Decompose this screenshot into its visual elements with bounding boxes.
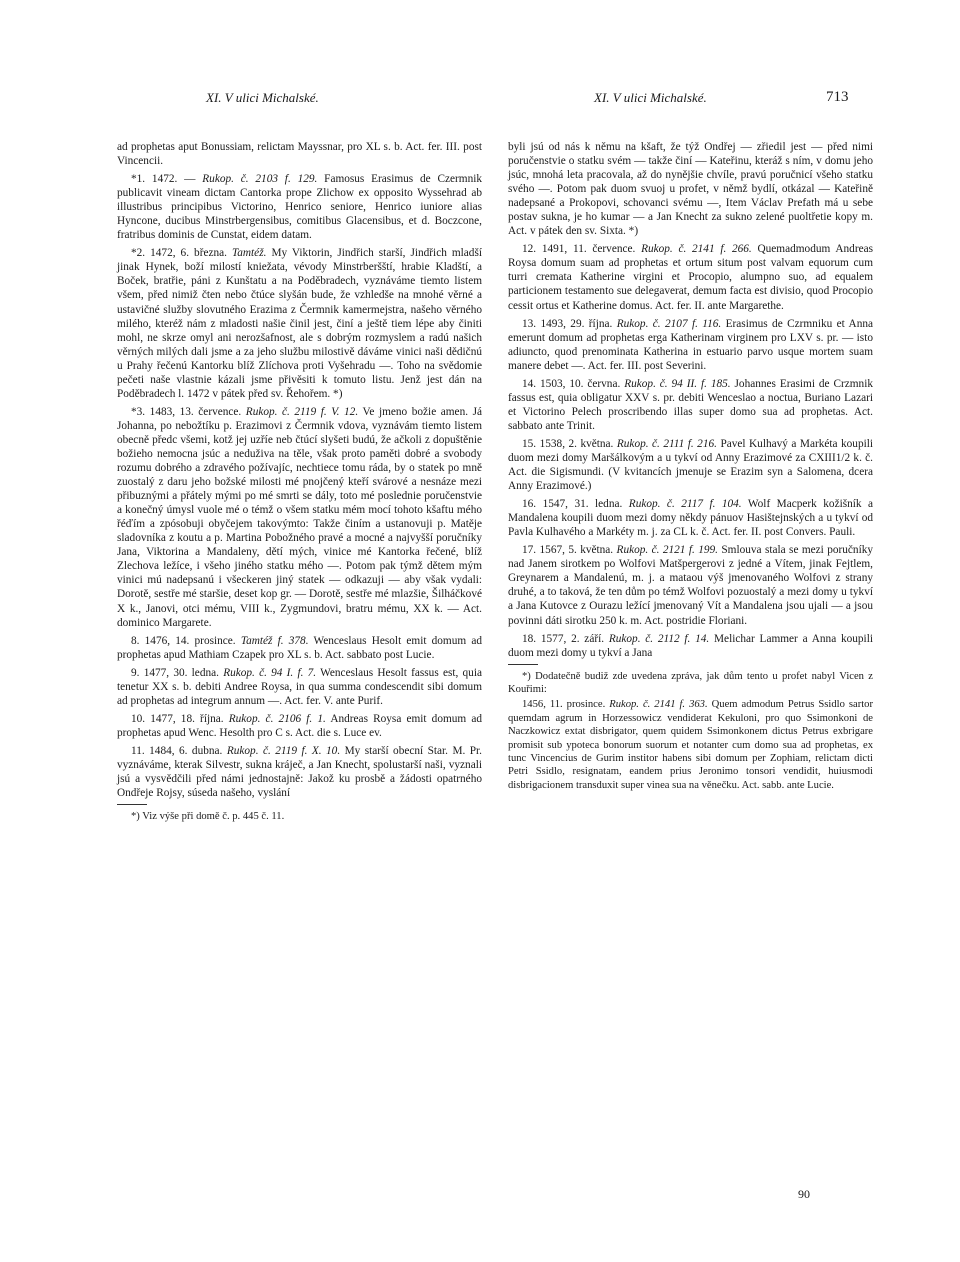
- left-footnote: *) Viz výše při domě č. p. 445 č. 11.: [131, 811, 285, 823]
- entry-text: Andreas Roysa emit domum ad prophetas apud Wenc. Hesolth pro C s. Act. die s. Luce ev.: [117, 712, 482, 739]
- entry-number: *2. 1472, 6. března.: [131, 247, 227, 260]
- entry-text: Johannes Erasimi de Crzmnik fassus est, quia obligatur XXV s. pr. debiti Wenceslao a noctua, Buriano Lazari et Victorino Pelech proscribendo illas super domo sua ad prophetas. Act. sabbato ante Trinit.: [508, 377, 873, 432]
- right-footnote-intro: *) Dodatečně budiž zde uvedena zpráva, jak dům tento u profet nabyl Vicen z Kouřimi:: [508, 670, 873, 696]
- entry-number: 14. 1503, 10. června.: [522, 377, 621, 390]
- entry-reference: Rukop. č. 2141 f. 363.: [609, 699, 708, 711]
- paragraph: [508, 377, 873, 433]
- entry-reference: Tamtéž.: [231, 247, 267, 260]
- entry-reference: Rukop. č. 94 I. f. 7.: [223, 666, 317, 679]
- entry-number: 15. 1538, 2. května.: [522, 437, 614, 450]
- entry-number: 16. 1547, 31. ledna.: [522, 498, 623, 511]
- entry-reference: Rukop. č. 2141 f. 266.: [641, 243, 752, 256]
- entry-number: 17. 1567, 5. května.: [522, 544, 614, 557]
- entry-reference: Tamtéž f. 378.: [240, 634, 309, 647]
- entry-number: 12. 1491, 11. července.: [522, 243, 636, 256]
- entry-text: Wenceslaus Hesolt emit domum ad prophetas apud Mathiam Czapek pro XL s. b. Act. sabbato post Lucie.: [117, 634, 482, 661]
- entry-number: 9. 1477, 30. ledna.: [131, 666, 219, 679]
- paragraph: [508, 140, 873, 238]
- entry-reference: Rukop. č. 94 II. f. 185.: [624, 377, 731, 390]
- entry-text: Pavel Kulhavý a Markéta koupili duom mezi domy Maršálkovým a u tykví od Anny Erazimové za CXIII1/2 k. č. Act. die Sigismundi. (V kvitancích jmenuje se Erazim syn a Salomena, dcera Anny Erazimové.): [508, 437, 874, 493]
- entry-text: Quem admodum Petrus Ssidlo sartor quemdam agrum in Horzessowicz vendiderat Kekuloni, pro quo Ssimonkoni de Naczkowicz extat disbrigator, quem quidem Ssimonkonem dictus Petrus exbrigare promisit sub ypoteca bonorum suorum et notanter cum domo sua ad prophetas, ex tunc Vincencius de Gurim institor habens sibi domum per Zophiam, relictam dicti Petri Ssidlo, resignatam, eandem prius Jeronimo tonsori vendidit, huiusmodi disbrigacionem transduxit super vinea sua na věnečku. Act. sabb. ante Lucie.: [508, 699, 873, 791]
- entry-number: *3. 1483, 13. července.: [131, 405, 242, 418]
- paragraph: [117, 666, 482, 708]
- entry-text: byli jsú od nás k němu na kšaft, že týž Ondřej — zřiedil jest — před nimi poručenstvie o statku svém — takže činí — Kateřinu, kteráž s ním, v domu jeho jsúc, mnohá leta pracovala, až do nynějšie chvíle, pravú poručnicí všeho statku svého —. Potom pak duom svuoj u profet, v němž bydlí, otkázal — Kateřině nadepsané a Prokopovi, schovanci svému —, Item Václav Prefath má u sebe postav sukna, je ho kumar — a Jan Knecht za sukno zelené puoltřetie kopy m. Act. v pátek den sv. Sixta. *): [508, 141, 873, 238]
- paragraph: [117, 246, 482, 401]
- right-footnote-entry: [508, 698, 873, 792]
- entry-reference: Rukop. č. 2112 f. 14.: [608, 632, 710, 645]
- right-running-title: XI. V ulici Michalské.: [594, 90, 707, 105]
- entry-text: Famosus Erasimus de Czermnik publicavit vineam dictam Cantorka prope Zlichow ex opposito Wyssehrad ab illustribus principibus Victorino, Henrico seniore, Henrico iuniore alias Hyncone, ducibus Minstrbergensibus, comitibus Glacensibus, et d. Boczcone, fratribus dominis de Cunstat, eidem datam.: [117, 173, 483, 242]
- entry-reference: Rukop. č. 2117 f. 104.: [628, 498, 742, 511]
- page-number: 713: [826, 89, 849, 105]
- signature-mark: 90: [798, 1187, 810, 1201]
- left-column: [117, 140, 482, 824]
- right-column-paragraphs: [508, 140, 873, 660]
- paragraph: [508, 242, 873, 312]
- entry-text: My Viktorin, Jindřich starší, Jindřich mladší jinak Hynek, boží milostí kniežata, vévody Minstrberšští, hrabie Kladští, a Boček, bratřie, páni z Kunštatu a na Poděbradech, vyznáváme tiemto listem všem, před nimiž čten nebo čtúce slyšán bude, že vzhledše na mnohé věrné a ustavičné služby slovutného Erazima z Čermnik kamermejstra, našeho věrného milého, kteréž nám z mladosti našie činil jest, činí a ještě tiem lépe aby činiti mohl, ne skrze omyl ani nerozšafnost, ale s dobrým rozmyslem a radú našich věrných milých dali jsme a za jeho službu milostivě dáváme vinici naši dědičnú u Prahy řečenú Kantorku blíž Zlíchova proti Vyšehradu —. Toho na svědomie pečeti naše vlastnie kázali jsme přivěsiti k tomuto listu. Jenž jest dán na Poděbradech l. 1472 v pátek před sv. Řehořem. *): [117, 247, 482, 400]
- left-running-title: XI. V ulici Michalské.: [206, 90, 319, 105]
- entry-number: 13. 1493, 29. října.: [522, 317, 613, 330]
- left-column-paragraphs: [117, 140, 482, 800]
- entry-number: *1. 1472. —: [131, 173, 196, 186]
- entry-reference: Rukop. č. 2121 f. 199.: [616, 544, 718, 557]
- paragraph: [117, 405, 482, 630]
- entry-number: 8. 1476, 14. prosince.: [131, 634, 236, 647]
- entry-text: Quemadmodum Andreas Roysa domum suam ad prophetas et ortum situm post valvam equorum cum turri cremata Katherine virgini et Procopio, alumpno suo, ad equalem particionem testamento sue delegaverat, demum facta est divisio, quod Procopio cessit ortus et Katherine domus. Act. fer. II. ante Margarethe.: [508, 243, 874, 312]
- entry-text: Wolf Macperk kožišník a Mandalena koupili duom mezi domy někdy pánuov Hasištejnských a u tykví od Pavla Kulhavého a Markéty m. j. za CL k. č. Act. fer. II. post Convers. Pauli.: [508, 498, 874, 539]
- entry-number: 18. 1577, 2. září.: [522, 632, 605, 645]
- paragraph: [117, 634, 482, 662]
- paragraph: [117, 140, 482, 168]
- running-header: [0, 90, 960, 114]
- right-column: [508, 140, 873, 792]
- paragraph: [117, 712, 482, 740]
- paragraph: [508, 437, 873, 493]
- entry-text: Erasimus de Czrmniku et Anna emerunt domum ad prophetas erga Katherinam virginem pro LXV s. pr. — isto adiuncto, quod prenominata Katherina in estuario parvo usque mortem suam manere debet —. Act. fer. III. post Severini.: [508, 317, 874, 372]
- paragraph: [508, 632, 873, 660]
- paragraph: [117, 172, 482, 242]
- paragraph: [117, 744, 482, 800]
- entry-reference: Rukop. č. 2119 f. V. 12.: [245, 405, 359, 418]
- entry-number: 11. 1484, 6. dubna.: [131, 744, 223, 757]
- entry-text: ad prophetas aput Bonussiam, relictam Mayssnar, pro XL s. b. Act. fer. III. post Vincencii.: [117, 141, 482, 168]
- paragraph: [508, 497, 873, 539]
- entry-reference: Rukop. č. 2107 f. 116.: [616, 317, 722, 330]
- entry-number: 10. 1477, 18. října.: [131, 712, 224, 725]
- entry-reference: Rukop. č. 2119 f. X. 10.: [226, 744, 341, 757]
- footnote-separator: [117, 804, 147, 805]
- entry-reference: Rukop. č. 2103 f. 129.: [202, 173, 318, 186]
- entry-text: Smlouva stala se mezi poručníky nad Janem sirotkem po Wolfovi Matšpergerovi z jedné a Vítem, jinak Fejtlem, Greynarem a Mandalenú, m. j. a mataou výš jmenovaného Wolfovi z strany druhé, a to taková, že ten dům po témž Wolfovi pozuostalý a mezi domy u tykví a Jana Kutovce z Ourazu ležící jmenovaný Vít a Mandalena jsou ujali — a jsou povinni dáti sirotku 250 k. m. Act. postridie Floriani.: [508, 544, 874, 627]
- entry-text: Wenceslaus Hesolt fassus est, quia tenetur XX s. b. debiti Andree Roysa, in qua summa condescendit sibi domum ad prophetas ad integrum annum —. Act. fer. V. ante Purif.: [117, 666, 482, 707]
- footnote-separator: [508, 664, 538, 665]
- paragraph: [508, 317, 873, 373]
- right-footnote: [508, 670, 873, 793]
- entry-number: 1456, 11. prosince.: [522, 699, 606, 711]
- entry-reference: Rukop. č. 2106 f. 1.: [228, 712, 326, 725]
- entry-text: Melichar Lammer a Anna koupili duom mezi domy u tykví a Jana: [508, 632, 873, 659]
- entry-reference: Rukop. č. 2111 f. 216.: [616, 437, 717, 450]
- entry-text: Ve jmeno božie amen. Já Johanna, po nebožtíku p. Erazimovi z Čermnik vdova, vyznávám tiemto listem obecně předc všemi, kotž jej uzříe neb čtúcí slyšeti budú, že ačkoli z dopuštěnie božieho nemocna jsúc a neduživa na těle, však proto paměti dobré a svobody rozumu dobrého a zdravého požívajíc, nechtiece tomu ráda, by o statek po mně zuostalý z daru jeho božské milosti mé pnojčený kteří svárové a nesnáze mezi přibuznými a přátely mými po mé smrti se dály, toto mé poslednie poručenstvie a konečný úmysl vuole mé o témž o všem statku mém mocí tohoto kšaftu mého řéďím a zpósobuji obyčejem takovýmto: Takže činím a ustanovuji p. Matěje sladovníka z koutu a p. Martina Pobožného pravé a mocné a najvyšší poručníky Jana, Viktorina a Mandaleny, dětí mých, vinice mé Kantorka řečené, blíž Zlechova ležíce, i všeho jiného statku mého —. Potom pak týmž dětem mým vinici mú nadepsanú i všeckeren jiný statek — odkazuji — aby však vydali: Dorotě, sestře mé staršie, deset kop gr. — Dorotě, sestře mé mlazšie, Šilháčkové X k., Janovi, otci mému, VIII k., Zygmundovi, bratru mému, XX k. — Act. dominico Margarete.: [117, 405, 482, 629]
- entry-text: My starší obecní Star. M. Pr. vyznáváme, kterak Silvestr, sukna kráječ, a Jan Knecht, spolustarší naši, vyznali jsú a vysvědčili před námi jednostajně: Jakož ku prosbě a žádosti opatrného Ondřeje Rojsy, súseda našeho, vyslání: [117, 744, 483, 800]
- paragraph: [508, 543, 873, 627]
